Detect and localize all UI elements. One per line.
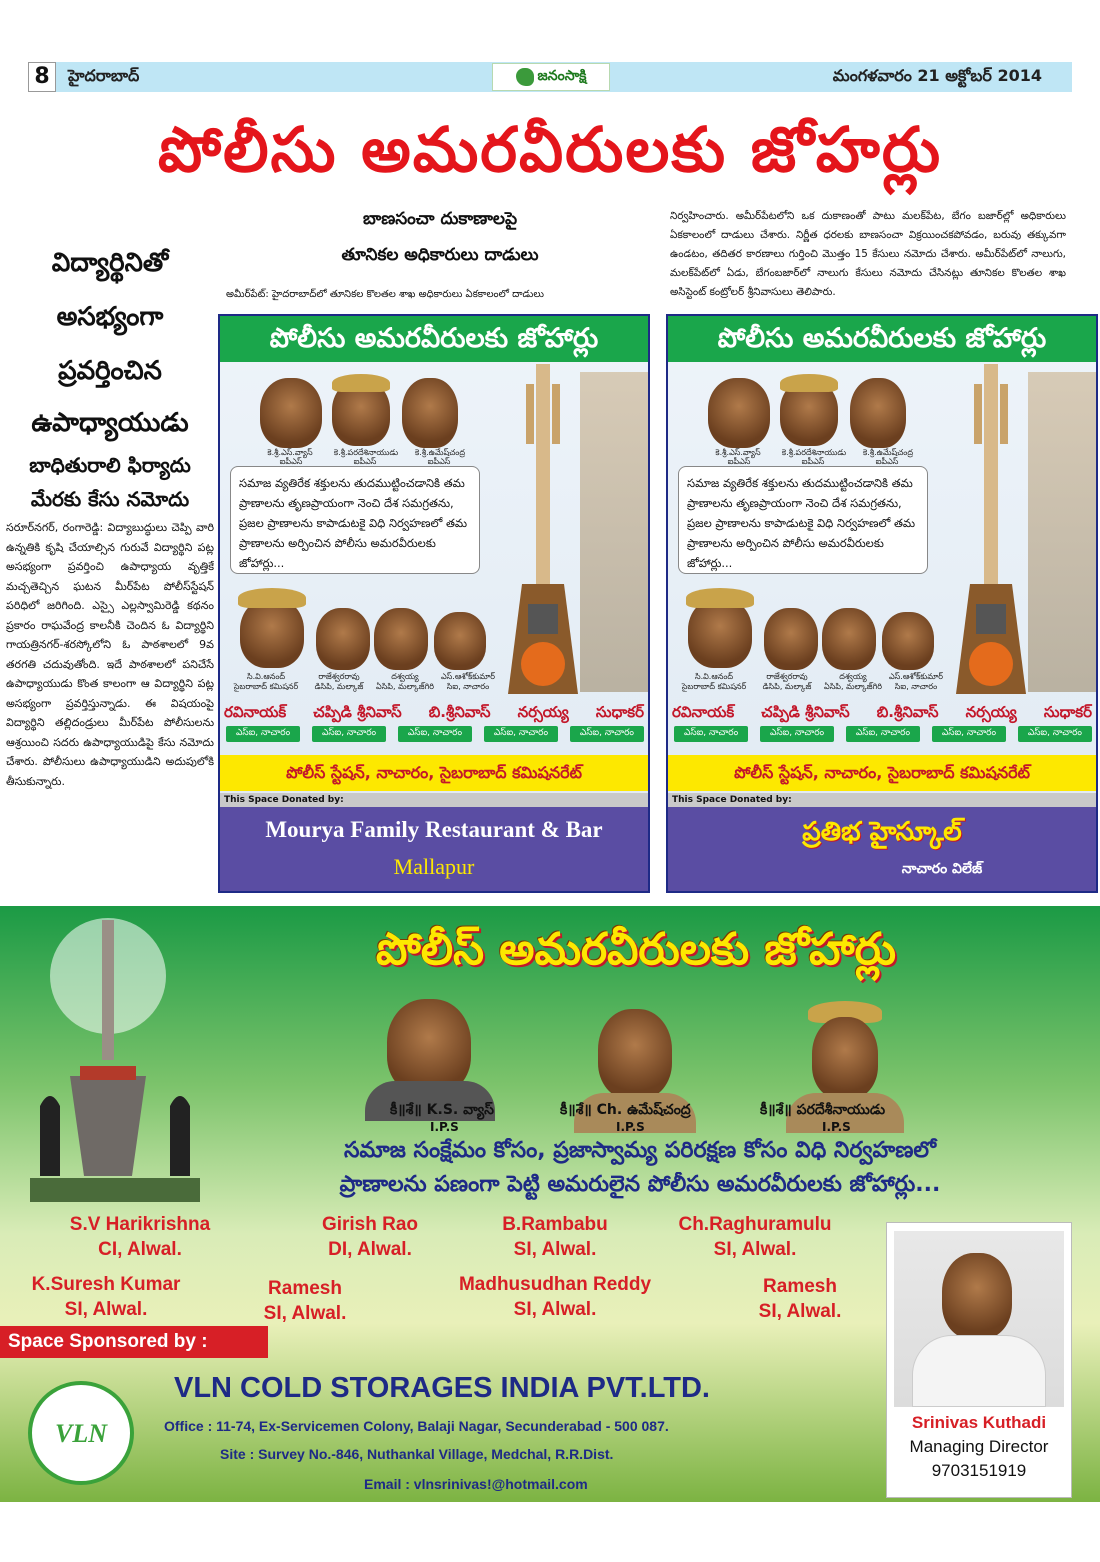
- officer-photo: [764, 608, 818, 670]
- si-name: చప్పిడి శ్రీనివాస్: [313, 703, 402, 721]
- officer-role: డిసిపి, మల్కాజ్: [314, 682, 364, 691]
- director-face: [942, 1253, 1012, 1339]
- officer-name: ఎస్.ఆశోక్‌కుమార్: [888, 672, 944, 681]
- officer-photo: [688, 598, 752, 668]
- si-tag: ఎస్ఐ, నాచారం: [312, 726, 386, 742]
- brief-body-continued: నిర్వహించారు. అమీర్‌పేటలోని ఒక దుకాణంతో పాటు మలక్‌పేట, బేగం బజార్‌ల్లో అధికారులు ఏకకాలంలో దాడులు చేశారు. నిర్ణీత ధరలకు బాణసంచా విక్రయించకపోవడం, బరువు తక్కువగా ఉండటం, తదితర కారణాలు గుర్తించి మొత్తం 15 కేసులు నమోదు చేశారు. అమీర్‌పేట్‌లో నాలుగు, మలక్‌పేట్‌లో ఏడు, బేగంబజార్‌లో నాలుగు కేసులు నమోదు చేసినట్లు తూనికల కొలతల శాఖ అసిస్టెంట్ కంట్రోలర్ శ్రీనివాసులు తెలిపారు.: [670, 210, 1066, 298]
- si-tag: ఎస్ఐ, నాచారం: [226, 726, 300, 742]
- officer-name: కె.శ్రీ.ఉమేష్‌చంద్ర: [863, 448, 913, 457]
- sponsor-name: ప్రతిభ హైస్కూల్: [802, 817, 962, 847]
- story-heading-line: ప్రవర్తించిన: [58, 356, 162, 386]
- officer-role: ఐపీఎస్: [279, 457, 303, 466]
- story-subheading-line: బాధితురాలి ఫిర్యాదు: [29, 453, 191, 477]
- officer-role: సిఐ, నాచారం: [446, 682, 490, 691]
- white-shirt-shape: [912, 1335, 1046, 1407]
- space-sponsored-label: Space Sponsored by :: [0, 1326, 268, 1358]
- company-site-address: Site : Survey No.-846, Nuthankal Village, Medchal, R.R.Dist.: [220, 1446, 614, 1462]
- brief-heading-line: బాణసంచా దుకాణాలపై: [362, 209, 518, 229]
- company-office-address: Office : 11-74, Ex-Servicemen Colony, Balaji Nagar, Secunderabad - 500 087.: [164, 1418, 669, 1434]
- police-cap-icon: [780, 374, 838, 392]
- staff-entry: [730, 1274, 870, 1324]
- staff-entry: [420, 1272, 690, 1322]
- si-tag: ఎస్ఐ, నాచారం: [484, 726, 558, 742]
- donated-by-label: This Space Donated by:: [220, 793, 648, 807]
- parade-soldier-photo: [580, 372, 650, 692]
- officer-name: కీ॥శే॥ Ch. ఉమేష్‌చంద్ర: [560, 1102, 691, 1118]
- staff-name: B.Rambabu: [502, 1214, 608, 1235]
- police-cap-icon: [332, 374, 390, 392]
- masthead-logo-text: జనంసాక్షి: [537, 67, 587, 84]
- staff-name: K.Suresh Kumar: [31, 1274, 181, 1295]
- page-headline: పోలీసు అమరవీరులకు జోహర్లు: [157, 113, 943, 186]
- sponsor-name: Mourya Family Restaurant & Bar: [265, 817, 603, 842]
- staff-name: Girish Rao: [321, 1214, 419, 1235]
- officer-role: ఐపీఎస్: [427, 457, 451, 466]
- tribute-message: సమాజ వ్యతిరేక శక్తులను తుదముట్టించడానికి తమ ప్రాణాలను తృణప్రాయంగా నెంచి దేశ సమగ్రతను, ప్రజల ప్రాణాలను కాపాడుటకై విధి నిర్వహణలో తమ ప్రాణాలను అర్పించిన పోలీసు అమరవీరులకు జోహార్లు...: [678, 466, 928, 574]
- officer-name: కీ॥శే॥ పరదేశీనాయుడు: [760, 1102, 886, 1118]
- si-names-row: [672, 703, 1092, 725]
- staff-name: Ramesh: [763, 1276, 837, 1297]
- officer-photo: [598, 1009, 672, 1099]
- story-heading-line: ఉపాధ్యాయుడు: [31, 408, 189, 438]
- ad-title: పోలీస్ అమరవీరులకు జోహార్లు: [376, 924, 896, 975]
- officer-name: కె.శ్రీ.పరదేశినాయుడు: [333, 448, 399, 457]
- officer-role: ఐపీఎస్: [727, 457, 751, 466]
- staff-entry: [240, 1276, 370, 1326]
- si-name: రవినాయక్: [224, 703, 287, 721]
- tree-icon: [516, 68, 534, 86]
- si-names-row: [224, 703, 644, 725]
- si-name: బి.శ్రీనివాస్: [876, 703, 939, 721]
- officer-role: సిఐ, నాచారం: [894, 682, 938, 691]
- officer-name: రాజేశ్వరరావు: [766, 672, 808, 681]
- story-heading-line: విద్యార్థినితో: [51, 248, 169, 278]
- si-tags-row: [674, 726, 1092, 742]
- si-tag: ఎస్ఐ, నాచారం: [846, 726, 920, 742]
- officer-name: ఎస్.ఆశోక్‌కుమార్: [440, 672, 496, 681]
- martyrs-memorial-icon: [946, 364, 1036, 694]
- sponsor-block: [220, 807, 648, 893]
- staff-entry: [470, 1212, 640, 1262]
- martyrs-memorial-icon: [10, 916, 210, 1206]
- staff-name: S.V Harikrishna: [69, 1214, 211, 1235]
- officer-suffix: I.P.S: [616, 1120, 645, 1134]
- director-phone: 9703151919: [931, 1461, 1027, 1480]
- staff-role: SI, Alwal.: [713, 1239, 797, 1260]
- officer-photo: [822, 608, 876, 670]
- memorial-ad-mourya: [218, 314, 650, 893]
- officer-photo: [434, 612, 486, 670]
- company-email: Email : vlnsrinivas!@hotmail.com: [364, 1476, 588, 1492]
- staff-entry: [650, 1212, 860, 1262]
- tribute-message: సమాజ వ్యతిరేక శక్తులను తుదముట్టించడానికి తమ ప్రాణాలను తృణప్రాయంగా నెంచి దేశ సమగ్రతను, ప్రజల ప్రాణాలను కాపాడుటకై విధి నిర్వహణలో తమ ప్రాణాలను అర్పించిన పోలీసు అమరవీరులకు జోహార్లు...: [230, 466, 480, 574]
- officer-role: ఏసిపి, మల్కాజ్‌గిరి: [376, 682, 434, 691]
- parade-soldier-photo: [1028, 372, 1098, 692]
- officer-name: రాజేశ్వరరావు: [318, 672, 360, 681]
- si-name: బి.శ్రీనివాస్: [428, 703, 491, 721]
- masthead-logo: [492, 63, 610, 91]
- ad-title: పోలీసు అమరవీరులకు జోహార్లు: [220, 316, 648, 362]
- officer-role: సైబరాబాద్ కమిషనర్: [233, 682, 299, 691]
- page-number: 8: [28, 62, 56, 92]
- si-tags-row: [226, 726, 644, 742]
- officer-photo: [240, 598, 304, 668]
- director-role: Managing Director: [909, 1437, 1049, 1456]
- director-name: Srinivas Kuthadi: [911, 1413, 1047, 1432]
- staff-role: SI, Alwal.: [513, 1239, 597, 1260]
- tribute-slogan-line: ప్రాణాలను పణంగా పెట్టి అమరులైన పోలీసు అమరవీరులకు జోహార్లు...: [339, 1172, 941, 1197]
- sponsor-location: నాచారం విలేజ్: [901, 861, 983, 877]
- story-subheading-line: మేరకు కేసు నమోదు: [30, 487, 190, 511]
- staff-name: Madhusudhan Reddy: [458, 1274, 652, 1295]
- staff-role: SI, Alwal.: [513, 1299, 597, 1320]
- police-cap-icon: [238, 588, 306, 608]
- officer-photo: [708, 378, 770, 448]
- sponsor-location: Mallapur: [393, 854, 475, 879]
- officer-photo: [316, 608, 370, 670]
- police-station-banner: పోలీస్ స్టేషన్, నాచారం, సైబరాబాద్ కమిషనరేట్: [668, 755, 1096, 791]
- officer-name: దశ్వయ్య: [391, 672, 419, 681]
- si-name: సుధాకర్: [595, 703, 644, 721]
- officer-photo: [882, 612, 934, 670]
- sponsor-block: [668, 807, 1096, 893]
- vln-logo-text: VLN: [55, 1419, 107, 1448]
- officer-suffix: I.P.S: [430, 1120, 459, 1134]
- staff-name: Ramesh: [268, 1278, 342, 1299]
- officer-name: దశ్వయ్య: [839, 672, 867, 681]
- officer-name: కె.శ్రీ.పరదేశినాయుడు: [781, 448, 847, 457]
- officer-photo: [812, 1017, 878, 1099]
- edition-city: హైదరాబాద్: [68, 66, 140, 85]
- officer-name: సి.వి.ఆనంద్: [694, 672, 734, 681]
- staff-role: SI, Alwal.: [263, 1303, 347, 1324]
- si-name: నర్సయ్య: [965, 703, 1017, 721]
- brief-body-start: అమీర్‌పేట్: హైదరాబాద్‌లో తూనికల కొలతల శాఖ అధికారులు ఏకకాలంలో దాడులు: [226, 289, 544, 300]
- police-station-banner: పోలీస్ స్టేషన్, నాచారం, సైబరాబాద్ కమిషనరేట్: [220, 755, 648, 791]
- si-tag: ఎస్ఐ, నాచారం: [570, 726, 644, 742]
- officer-name: కె.శ్రీ.ఎస్.వ్యాస్: [267, 448, 313, 457]
- si-name: సుధాకర్: [1043, 703, 1092, 721]
- staff-role: SI, Alwal.: [64, 1299, 148, 1320]
- ad-title: పోలీసు అమరవీరులకు జోహార్లు: [668, 316, 1096, 362]
- story-body: సరూర్‌నగర్, రంగారెడ్డి: విద్యాబుద్ధులు చెప్పి వారి ఉన్నతికి కృషి చేయాల్సిన గురువే విద్యార్థిని పట్ల అసభ్యంగా ప్రవర్తించి ఉపాధ్యాయ వృత్తికే మచ్చతెచ్చిన ఘటన మీర్‌పేట పోలీస్‌స్టేషన్ పరిధిలో జరిగింది. ఎస్సై ఎల్లస్వామిరెడ్డి కథనం ప్రకారం రాఘవేంద్ర కాలనీకి చెందిన ఓ విద్యార్థిని గాయత్రినగర్-శరస్కోలోని ఓ పాఠశాలలో 9వ తరగతి చదువుతోంది. ఇదే పాఠశాలలో పనిచేసే ఉపాధ్యాయుడు కొంత కాలంగా ఆ విద్యార్థిని పట్ల అసభ్యంగా ప్రవర్తిస్తున్నాడు. ఈ విషయంపై విద్యార్థిని తల్లిదండ్రులు మీర్‌పేట పోలీసులను ఆశ్రయించి సదరు ఉపాధ్యాయుడిపై కేసు నమోదు చేశారు. పోలీసులు ఉపాధ్యాయుడిని అదుపులోకి తీసుకున్నారు.: [6, 521, 214, 788]
- officer-name: కె.శ్రీ.ఉమేష్‌చంద్ర: [415, 448, 465, 457]
- issue-date: మంగళవారం 21 అక్టోబర్ 2014: [832, 66, 1042, 85]
- si-name: రవినాయక్: [672, 703, 735, 721]
- director-photo: [894, 1231, 1064, 1407]
- si-tag: ఎస్ఐ, నాచారం: [1018, 726, 1092, 742]
- si-tag: ఎస్ఐ, నాచారం: [674, 726, 748, 742]
- staff-role: CI, Alwal.: [98, 1239, 182, 1260]
- managing-director-card: [886, 1222, 1072, 1498]
- officer-role: డిసిపి, మల్కాజ్: [762, 682, 812, 691]
- story-heading-line: అసభ్యంగా: [56, 302, 164, 332]
- officer-photo: [850, 378, 906, 448]
- vln-memorial-ad: [0, 906, 1100, 1502]
- officer-photo: [260, 378, 322, 448]
- officer-name: సి.వి.ఆనంద్: [246, 672, 286, 681]
- staff-role: SI, Alwal.: [758, 1301, 842, 1322]
- officer-portrait: [365, 981, 495, 1121]
- staff-name: Ch.Raghuramulu: [678, 1214, 832, 1235]
- officer-photo: [402, 378, 458, 448]
- brief-heading-line: తూనికల అధికారులు దాడులు: [341, 245, 539, 265]
- officer-role: సైబరాబాద్ కమిషనర్: [681, 682, 747, 691]
- officer-suffix: I.P.S: [822, 1120, 851, 1134]
- tribute-slogan-line: సమాజ సంక్షేమం కోసం, ప్రజాస్వామ్య పరిరక్షణ కోసం విధి నిర్వహణలో: [343, 1138, 937, 1163]
- staff-role: DI, Alwal.: [328, 1239, 412, 1260]
- staff-entry: [8, 1272, 204, 1322]
- si-tag: ఎస్ఐ, నాచారం: [932, 726, 1006, 742]
- martyrs-memorial-icon: [498, 364, 588, 694]
- officer-role: ఐపీఎస్: [801, 457, 825, 466]
- staff-entry: [20, 1212, 260, 1262]
- memorial-ad-prathibha: [666, 314, 1098, 893]
- officer-role: ఏసిపి, మల్కాజ్‌గిరి: [824, 682, 882, 691]
- officer-role: ఐపీఎస్: [353, 457, 377, 466]
- si-tag: ఎస్ఐ, నాచారం: [760, 726, 834, 742]
- si-tag: ఎస్ఐ, నాచారం: [398, 726, 472, 742]
- police-cap-icon: [686, 588, 754, 608]
- staff-entry: [290, 1212, 450, 1262]
- officer-photo: [374, 608, 428, 670]
- donated-by-label: This Space Donated by:: [668, 793, 1096, 807]
- vln-logo: [28, 1381, 134, 1485]
- si-name: చప్పిడి శ్రీనివాస్: [761, 703, 850, 721]
- officer-role: ఐపీఎస్: [875, 457, 899, 466]
- officer-name: కీ॥శే॥ K.S. వ్యాస్: [390, 1102, 495, 1118]
- company-name: VLN COLD STORAGES INDIA PVT.LTD.: [174, 1372, 710, 1404]
- si-name: నర్సయ్య: [517, 703, 569, 721]
- officer-name: కె.శ్రీ.ఎస్.వ్యాస్: [715, 448, 761, 457]
